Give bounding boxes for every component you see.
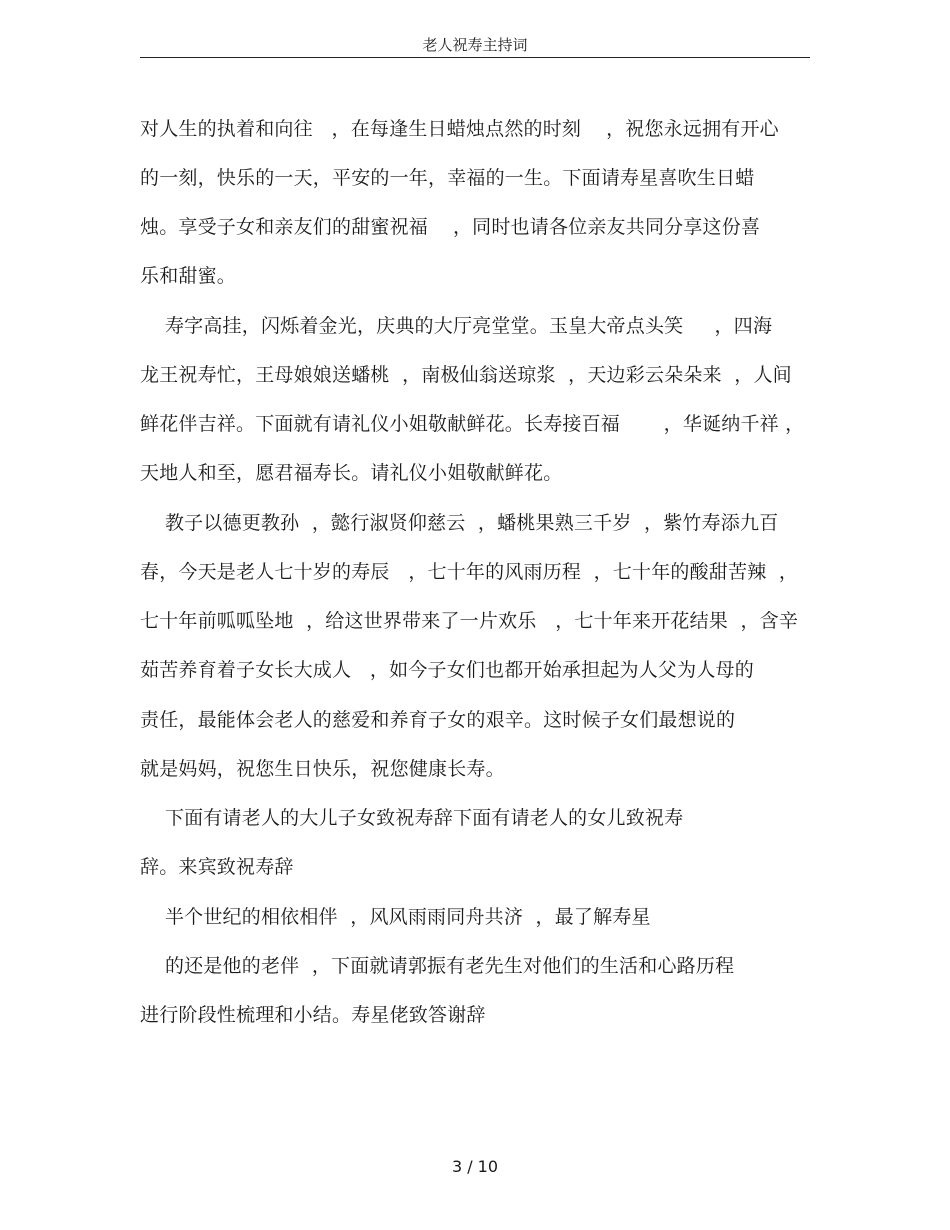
text-line: 春，今天是老人七十岁的寿辰 ，七十年的风雨历程 ，七十年的酸甜苦辣 ， bbox=[140, 561, 799, 583]
text-line: 半个世纪的相依相伴 ，风风雨雨同舟共济 ，最了解寿星 bbox=[140, 906, 651, 928]
text-line: 烛。享受子女和亲友们的甜蜜祝福 ，同时也请各位亲友共同分享这份喜 bbox=[140, 216, 761, 238]
text-line: 七十年前呱呱坠地 ，给这世界带来了一片欢乐 ，七十年来开花结果 ，含辛 bbox=[140, 610, 799, 632]
text-line: 乐和甜蜜。 bbox=[140, 265, 237, 287]
text-line: 责任，最能体会老人的慈爱和养育子女的艰辛。这时候子女们最想说的 bbox=[140, 709, 736, 731]
text-line: 的还是他的老伴 ，下面就请郭振有老先生对他们的生活和心路历程 bbox=[140, 955, 735, 977]
text-line: 龙王祝寿忙，王母娘娘送蟠桃 ，南极仙翁送琼浆 ，天边彩云朵朵来 ，人间 bbox=[140, 364, 792, 386]
text-line: 寿字高挂，闪烁着金光，庆典的大厅亮堂堂。玉皇大帝点头笑 ，四海 bbox=[140, 315, 773, 337]
text-line: 教子以德更教孙 ，懿行淑贤仰慈云 ，蟠桃果熟三千岁 ，紫竹寿添九百 bbox=[140, 512, 779, 534]
text-line: 就是妈妈，祝您生日快乐，祝您健康长寿。 bbox=[140, 758, 505, 780]
text-line: 对人生的执着和向往 ，在每逢生日蜡烛点然的时刻 ，祝您永远拥有开心 bbox=[140, 118, 779, 140]
text-line: 辞。来宾致祝寿辞 bbox=[140, 856, 294, 878]
page-number: 3 / 10 bbox=[451, 1157, 499, 1176]
page-header-title: 老人祝寿主持词 bbox=[140, 35, 810, 58]
text-line: 天地人和至，愿君福寿长。请礼仪小姐敬献鲜花。 bbox=[140, 462, 563, 484]
text-line: 的一刻，快乐的一天，平安的一年，幸福的一生。下面请寿星喜吹生日蜡 bbox=[140, 167, 755, 189]
text-line: 下面有请老人的大儿子女致祝寿辞下面有请老人的女儿致祝寿 bbox=[140, 807, 684, 829]
text-line: 茹苦养育着子女长大成人 ，如今子女们也都开始承担起为人父为人母的 bbox=[140, 659, 754, 681]
text-line: 进行阶段性梳理和小结。寿星佬致答谢辞 bbox=[140, 1004, 486, 1026]
text-line: 鲜花伴吉祥。下面就有请礼仪小姐敬献鲜花。长寿接百福 ，华诞纳千祥 ， bbox=[140, 413, 805, 435]
